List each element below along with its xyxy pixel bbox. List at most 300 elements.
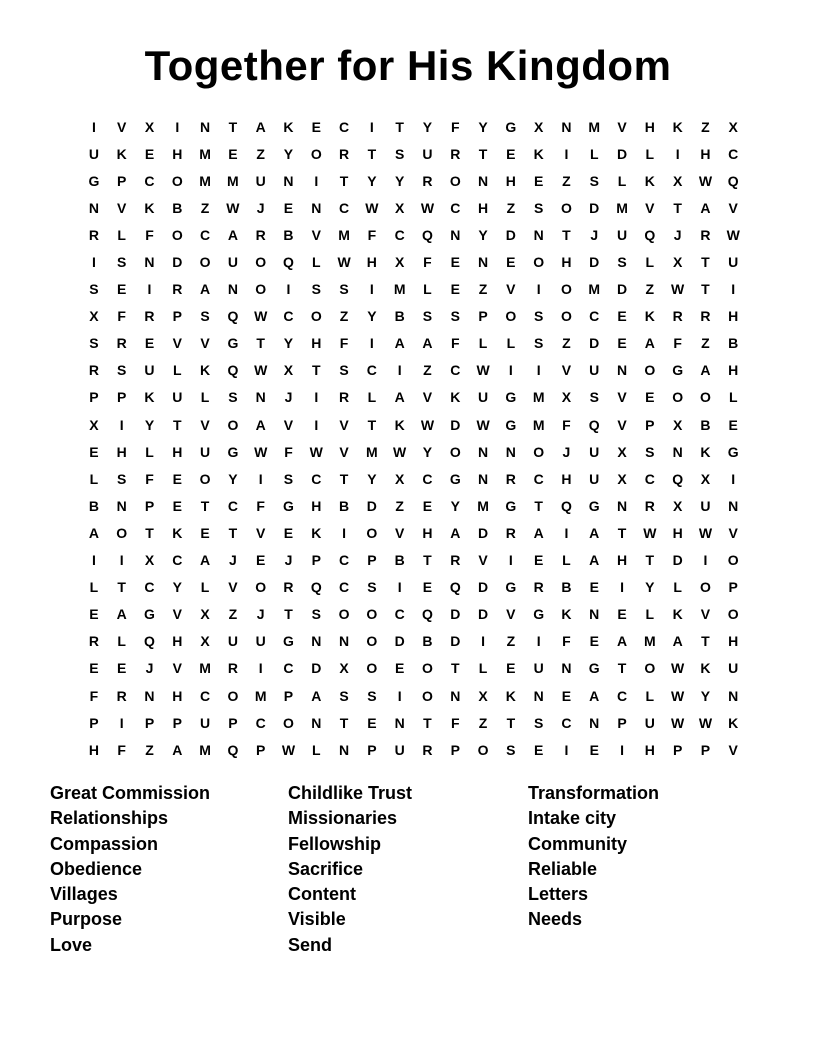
- grid-cell: U: [255, 633, 266, 650]
- grid-cell: Y: [394, 172, 405, 189]
- grid-cell: A: [311, 687, 322, 704]
- grid-cell: N: [672, 443, 683, 460]
- grid-cell: O: [533, 443, 545, 460]
- grid-cell: O: [449, 172, 461, 189]
- grid-cell: F: [89, 687, 99, 704]
- grid-cell: M: [588, 281, 601, 298]
- grid-cell: C: [366, 362, 377, 379]
- grid-cell: P: [228, 714, 238, 731]
- grid-cell: Q: [727, 172, 739, 189]
- grid-cell: W: [281, 741, 296, 758]
- grid-cell: B: [283, 226, 294, 243]
- grid-cell: U: [533, 660, 544, 677]
- grid-cell: P: [144, 497, 155, 514]
- grid-cell: S: [645, 443, 655, 460]
- grid-cell: E: [617, 335, 627, 352]
- grid-cell: O: [227, 416, 239, 433]
- grid-cell: F: [673, 335, 682, 352]
- grid-cell: F: [367, 226, 377, 243]
- grid-cell: T: [506, 714, 516, 731]
- grid-cell: D: [616, 281, 628, 298]
- grid-cell: V: [172, 606, 182, 623]
- word-list-column: [50, 781, 210, 958]
- grid-cell: V: [117, 118, 127, 135]
- grid-cell: X: [672, 497, 683, 514]
- grid-cell: T: [478, 145, 488, 162]
- grid-cell: N: [88, 199, 99, 216]
- grid-cell: P: [256, 741, 266, 758]
- grid-cell: V: [617, 389, 627, 406]
- grid-cell: E: [89, 443, 99, 460]
- grid-cell: N: [616, 497, 628, 514]
- grid-cell: O: [255, 281, 267, 298]
- grid-cell: I: [91, 552, 96, 569]
- puzzle-title: Together for His Kingdom: [144, 42, 672, 89]
- grid-cell: F: [284, 443, 293, 460]
- grid-cell: Y: [283, 145, 294, 162]
- grid-cell: X: [617, 470, 627, 487]
- grid-cell: E: [367, 714, 377, 731]
- grid-cell: W: [420, 199, 435, 216]
- grid-cell: O: [422, 687, 433, 704]
- grid-cell: T: [701, 633, 710, 650]
- grid-cell: X: [89, 416, 99, 433]
- grid-cell: Y: [645, 579, 655, 596]
- word-list-item: Needs: [528, 909, 583, 930]
- grid-cell: U: [200, 443, 211, 460]
- grid-cell: S: [589, 389, 599, 406]
- grid-cell: O: [171, 172, 183, 189]
- grid-cell: V: [394, 524, 405, 541]
- grid-cell: S: [339, 281, 349, 298]
- grid-cell: H: [700, 145, 711, 162]
- grid-cell: M: [644, 633, 656, 650]
- grid-cell: Z: [562, 172, 571, 189]
- grid-cell: T: [423, 714, 432, 731]
- grid-cell: D: [366, 497, 377, 514]
- grid-cell: B: [88, 497, 99, 514]
- grid-cell: M: [393, 281, 406, 298]
- grid-cell: R: [450, 552, 461, 569]
- grid-cell: Y: [172, 579, 182, 596]
- grid-cell: V: [728, 199, 738, 216]
- word-list-item: Relationships: [50, 808, 169, 829]
- grid-cell: Z: [701, 335, 710, 352]
- grid-cell: T: [339, 714, 349, 731]
- grid-cell: T: [228, 118, 238, 135]
- grid-cell: I: [119, 714, 124, 731]
- grid-cell: L: [617, 172, 627, 189]
- grid-cell: O: [727, 552, 739, 569]
- grid-cell: I: [119, 416, 124, 433]
- grid-cell: O: [310, 308, 322, 325]
- grid-cell: H: [311, 335, 322, 352]
- grid-cell: S: [228, 389, 238, 406]
- grid-cell: P: [478, 308, 488, 325]
- grid-cell: U: [227, 254, 238, 271]
- grid-cell: S: [617, 254, 627, 271]
- grid-cell: S: [533, 714, 544, 731]
- grid-cell: L: [645, 145, 655, 162]
- grid-cell: D: [616, 145, 628, 162]
- grid-cell: W: [671, 687, 685, 704]
- grid-cell: Q: [588, 416, 600, 433]
- grid-cell: V: [617, 118, 627, 135]
- grid-cell: V: [617, 416, 627, 433]
- grid-cell: N: [589, 714, 600, 731]
- grid-cell: V: [283, 416, 294, 433]
- grid-cell: H: [616, 552, 628, 569]
- grid-cell: T: [339, 470, 349, 487]
- grid-cell: U: [172, 389, 183, 406]
- grid-cell: E: [561, 687, 572, 704]
- grid-cell: P: [672, 741, 683, 758]
- grid-cell: E: [506, 660, 516, 677]
- grid-cell: M: [254, 687, 267, 704]
- grid-cell: K: [283, 118, 294, 135]
- grid-cell: O: [171, 226, 183, 243]
- grid-cell: Y: [367, 172, 377, 189]
- grid-cell: Z: [506, 199, 516, 216]
- grid-cell: C: [339, 199, 350, 216]
- grid-cell: Q: [561, 497, 572, 514]
- word-list-column: [288, 781, 412, 958]
- grid-cell: C: [728, 145, 739, 162]
- grid-cell: H: [728, 362, 739, 379]
- grid-cell: Y: [422, 443, 433, 460]
- grid-cell: O: [366, 606, 378, 623]
- grid-cell: I: [481, 633, 485, 650]
- grid-cell: X: [561, 389, 572, 406]
- grid-cell: T: [173, 416, 182, 433]
- grid-cell: A: [227, 226, 238, 243]
- grid-cell: O: [727, 606, 739, 623]
- grid-cell: I: [564, 145, 569, 162]
- grid-cell: L: [200, 389, 210, 406]
- grid-cell: I: [91, 254, 96, 271]
- grid-cell: N: [283, 172, 294, 189]
- grid-cell: D: [589, 335, 600, 352]
- grid-cell: A: [589, 524, 600, 541]
- grid-cell: D: [450, 416, 461, 433]
- grid-cell: S: [367, 687, 377, 704]
- grid-cell: O: [561, 308, 572, 325]
- grid-cell: G: [283, 497, 294, 514]
- grid-cell: M: [616, 199, 628, 216]
- grid-cell: X: [283, 362, 294, 379]
- word-search-grid: [80, 113, 747, 763]
- grid-cell: V: [422, 389, 433, 406]
- grid-cell: S: [533, 335, 544, 352]
- grid-cell: E: [450, 254, 460, 271]
- grid-cell: L: [117, 226, 126, 243]
- grid-cell: Z: [339, 308, 349, 325]
- grid-cell: J: [256, 199, 265, 216]
- grid-cell: R: [227, 660, 238, 677]
- grid-cell: Q: [422, 226, 433, 243]
- grid-cell: V: [645, 199, 655, 216]
- grid-cell: E: [533, 741, 544, 758]
- grid-cell: Q: [644, 226, 656, 243]
- grid-cell: O: [255, 254, 267, 271]
- grid-cell: T: [645, 552, 655, 569]
- grid-cell: T: [534, 497, 543, 514]
- grid-cell: H: [88, 741, 99, 758]
- grid-cell: S: [422, 308, 433, 325]
- grid-cell: E: [117, 281, 127, 298]
- grid-cell: H: [422, 524, 433, 541]
- grid-cell: Z: [478, 281, 488, 298]
- grid-cell: F: [450, 118, 460, 135]
- grid-cell: I: [536, 281, 541, 298]
- grid-cell: Z: [423, 362, 432, 379]
- grid-cell: L: [423, 281, 432, 298]
- grid-cell: V: [172, 660, 182, 677]
- grid-cell: D: [172, 254, 183, 271]
- grid-cell: C: [561, 714, 572, 731]
- grid-cell: S: [339, 362, 349, 379]
- grid-cell: S: [117, 470, 127, 487]
- grid-cell: G: [588, 660, 600, 677]
- grid-cell: U: [88, 145, 99, 162]
- grid-cell: C: [394, 606, 405, 623]
- grid-cell: S: [89, 335, 99, 352]
- grid-cell: P: [283, 687, 294, 704]
- grid-cell: L: [200, 579, 210, 596]
- grid-cell: D: [672, 552, 683, 569]
- grid-cell: C: [616, 687, 628, 704]
- grid-cell: O: [561, 281, 572, 298]
- grid-cell: O: [644, 660, 656, 677]
- grid-cell: A: [672, 633, 683, 650]
- word-list-item: Reliable: [528, 858, 598, 879]
- grid-cell: K: [672, 118, 683, 135]
- grid-cell: Z: [200, 199, 210, 216]
- grid-cell: T: [367, 416, 377, 433]
- grid-cell: V: [200, 416, 210, 433]
- grid-cell: L: [728, 389, 738, 406]
- word-list-item: Send: [288, 934, 333, 955]
- grid-cell: V: [339, 443, 349, 460]
- grid-cell: I: [508, 362, 513, 379]
- grid-cell: A: [172, 741, 183, 758]
- word-list-column: [528, 781, 659, 933]
- word-list-item: Compassion: [50, 833, 159, 854]
- grid-cell: W: [365, 199, 379, 216]
- grid-cell: L: [173, 362, 182, 379]
- word-list-item: Love: [50, 934, 93, 955]
- grid-cell: X: [672, 172, 683, 189]
- grid-cell: V: [728, 741, 738, 758]
- grid-cell: O: [366, 524, 378, 541]
- grid-cell: P: [172, 714, 182, 731]
- grid-cell: I: [314, 416, 319, 433]
- grid-cell: W: [476, 416, 490, 433]
- grid-cell: E: [117, 660, 127, 677]
- grid-cell: W: [476, 362, 490, 379]
- grid-cell: O: [199, 470, 211, 487]
- grid-cell: M: [532, 389, 545, 406]
- grid-cell: E: [200, 524, 210, 541]
- grid-cell: N: [311, 199, 322, 216]
- grid-cell: G: [283, 633, 294, 650]
- grid-cell: A: [700, 199, 711, 216]
- grid-cell: N: [533, 226, 544, 243]
- grid-cell: O: [699, 579, 711, 596]
- grid-cell: O: [310, 145, 322, 162]
- grid-cell: O: [255, 579, 267, 596]
- grid-cell: D: [394, 633, 405, 650]
- grid-cell: P: [89, 714, 99, 731]
- grid-cell: K: [144, 199, 155, 216]
- grid-cell: M: [366, 443, 378, 460]
- grid-cell: W: [420, 416, 435, 433]
- grid-cell: E: [422, 497, 433, 514]
- grid-cell: T: [450, 660, 460, 677]
- grid-cell: Q: [672, 470, 684, 487]
- grid-cell: A: [533, 524, 544, 541]
- grid-cell: X: [144, 552, 155, 569]
- grid-cell: P: [311, 552, 321, 569]
- grid-cell: W: [226, 199, 240, 216]
- grid-cell: S: [450, 308, 460, 325]
- grid-cell: T: [256, 335, 265, 352]
- grid-cell: P: [700, 741, 711, 758]
- grid-cell: Z: [506, 633, 516, 650]
- grid-cell: X: [672, 416, 683, 433]
- grid-cell: L: [145, 443, 154, 460]
- grid-cell: O: [699, 389, 711, 406]
- grid-cell: A: [394, 335, 405, 352]
- grid-cell: G: [227, 443, 239, 460]
- grid-cell: G: [144, 606, 155, 623]
- grid-cell: E: [144, 145, 155, 162]
- grid-cell: O: [116, 524, 128, 541]
- grid-cell: C: [200, 226, 211, 243]
- grid-cell: E: [589, 741, 599, 758]
- grid-cell: G: [505, 579, 517, 596]
- grid-cell: K: [672, 606, 683, 623]
- grid-cell: V: [256, 524, 266, 541]
- grid-cell: V: [728, 524, 738, 541]
- grid-cell: E: [283, 524, 294, 541]
- word-list-item: Villages: [50, 884, 118, 905]
- grid-cell: S: [367, 579, 377, 596]
- grid-cell: W: [671, 281, 685, 298]
- grid-cell: S: [506, 741, 516, 758]
- grid-cell: I: [314, 389, 319, 406]
- grid-cell: O: [672, 389, 684, 406]
- grid-cell: I: [369, 118, 374, 135]
- grid-cell: L: [645, 254, 655, 271]
- grid-cell: G: [505, 118, 517, 135]
- grid-cell: O: [283, 714, 294, 731]
- grid-cell: G: [449, 470, 461, 487]
- grid-cell: Z: [562, 335, 571, 352]
- grid-cell: C: [422, 470, 433, 487]
- grid-cell: N: [450, 687, 461, 704]
- grid-cell: A: [88, 524, 99, 541]
- grid-cell: W: [726, 226, 740, 243]
- grid-cell: C: [144, 172, 155, 189]
- grid-cell: X: [394, 254, 405, 271]
- grid-cell: I: [703, 552, 708, 569]
- word-list-item: Sacrifice: [288, 858, 364, 879]
- grid-cell: I: [731, 470, 736, 487]
- grid-cell: Z: [145, 741, 154, 758]
- grid-cell: A: [422, 335, 433, 352]
- grid-cell: E: [172, 470, 182, 487]
- grid-cell: Q: [227, 308, 239, 325]
- grid-cell: V: [339, 416, 349, 433]
- grid-cell: I: [397, 362, 402, 379]
- word-list-item: Visible: [288, 909, 346, 930]
- grid-cell: S: [311, 606, 321, 623]
- grid-cell: E: [422, 579, 433, 596]
- grid-cell: J: [562, 443, 571, 460]
- grid-cell: L: [645, 687, 655, 704]
- grid-cell: G: [672, 362, 684, 379]
- grid-cell: X: [394, 470, 405, 487]
- grid-cell: M: [477, 497, 489, 514]
- grid-cell: N: [561, 660, 572, 677]
- grid-cell: Q: [449, 579, 461, 596]
- grid-cell: V: [478, 552, 488, 569]
- grid-cell: I: [564, 741, 569, 758]
- grid-cell: M: [227, 172, 239, 189]
- grid-cell: U: [255, 172, 266, 189]
- grid-cell: N: [477, 443, 489, 460]
- grid-cell: S: [117, 254, 127, 271]
- grid-cell: X: [533, 118, 544, 135]
- grid-cell: K: [533, 145, 544, 162]
- grid-cell: G: [727, 443, 739, 460]
- grid-cell: W: [337, 254, 351, 271]
- grid-cell: F: [339, 335, 349, 352]
- grid-cell: C: [255, 714, 266, 731]
- grid-cell: I: [675, 145, 680, 162]
- grid-cell: K: [644, 308, 655, 325]
- grid-cell: S: [311, 281, 321, 298]
- grid-cell: T: [673, 199, 682, 216]
- grid-cell: D: [311, 660, 322, 677]
- grid-cell: L: [562, 552, 571, 569]
- grid-cell: U: [227, 633, 238, 650]
- grid-cell: R: [644, 497, 655, 514]
- grid-cell: E: [589, 579, 599, 596]
- grid-cell: V: [228, 579, 238, 596]
- grid-cell: C: [450, 199, 461, 216]
- grid-cell: R: [422, 172, 433, 189]
- grid-cell: Z: [256, 145, 265, 162]
- grid-cell: L: [89, 470, 99, 487]
- grid-cell: K: [700, 443, 711, 460]
- grid-cell: I: [258, 470, 263, 487]
- grid-cell: U: [589, 470, 600, 487]
- grid-cell: P: [117, 389, 127, 406]
- grid-cell: A: [116, 606, 127, 623]
- grid-cell: E: [394, 660, 405, 677]
- grid-cell: E: [589, 633, 599, 650]
- grid-cell: E: [533, 552, 544, 569]
- grid-cell: E: [144, 335, 155, 352]
- grid-cell: W: [698, 524, 713, 541]
- grid-cell: E: [256, 552, 266, 569]
- grid-cell: S: [589, 172, 599, 189]
- grid-cell: R: [88, 362, 99, 379]
- grid-cell: Y: [144, 416, 155, 433]
- grid-cell: F: [117, 741, 126, 758]
